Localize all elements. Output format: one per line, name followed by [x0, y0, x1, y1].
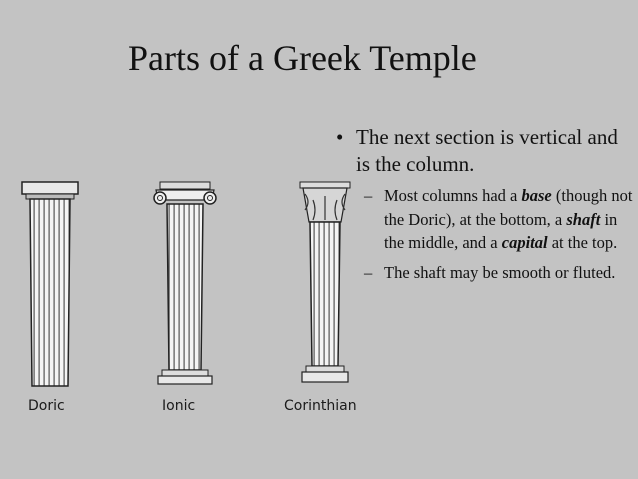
bullet-marker: • [336, 125, 344, 149]
bullet-column [336, 124, 636, 178]
ionic-column [154, 182, 216, 384]
dash-marker: – [364, 186, 373, 205]
bullet-list [336, 124, 636, 284]
dash-marker: – [364, 262, 373, 282]
doric-column [22, 182, 78, 386]
sub-bullet-text-4: at the top. [547, 233, 618, 252]
sub-bullet-text-3: in the middle, and a [384, 209, 618, 252]
term-base: base [521, 186, 552, 205]
sub-bullet-text-1: Most columns had a [384, 186, 522, 205]
term-shaft: shaft [566, 209, 601, 229]
label-ionic: Ionic [162, 398, 196, 414]
sub-bullet-text-2: (though not the Doric), at the bottom, a [384, 186, 633, 229]
term-capital: capital [501, 233, 548, 252]
bullet-text: The next section is vertical and is the column. [356, 125, 618, 176]
sub-bullet-parts [336, 184, 636, 255]
slide-title: Parts of a Greek Temple [128, 38, 477, 78]
sub-bullet-shaft [336, 261, 636, 285]
label-doric: Doric [28, 398, 65, 414]
sub-bullet-text: The shaft may be smooth or fluted. [384, 262, 616, 282]
label-corinthian: Corinthian [284, 398, 357, 414]
columns-illustration [0, 170, 373, 430]
